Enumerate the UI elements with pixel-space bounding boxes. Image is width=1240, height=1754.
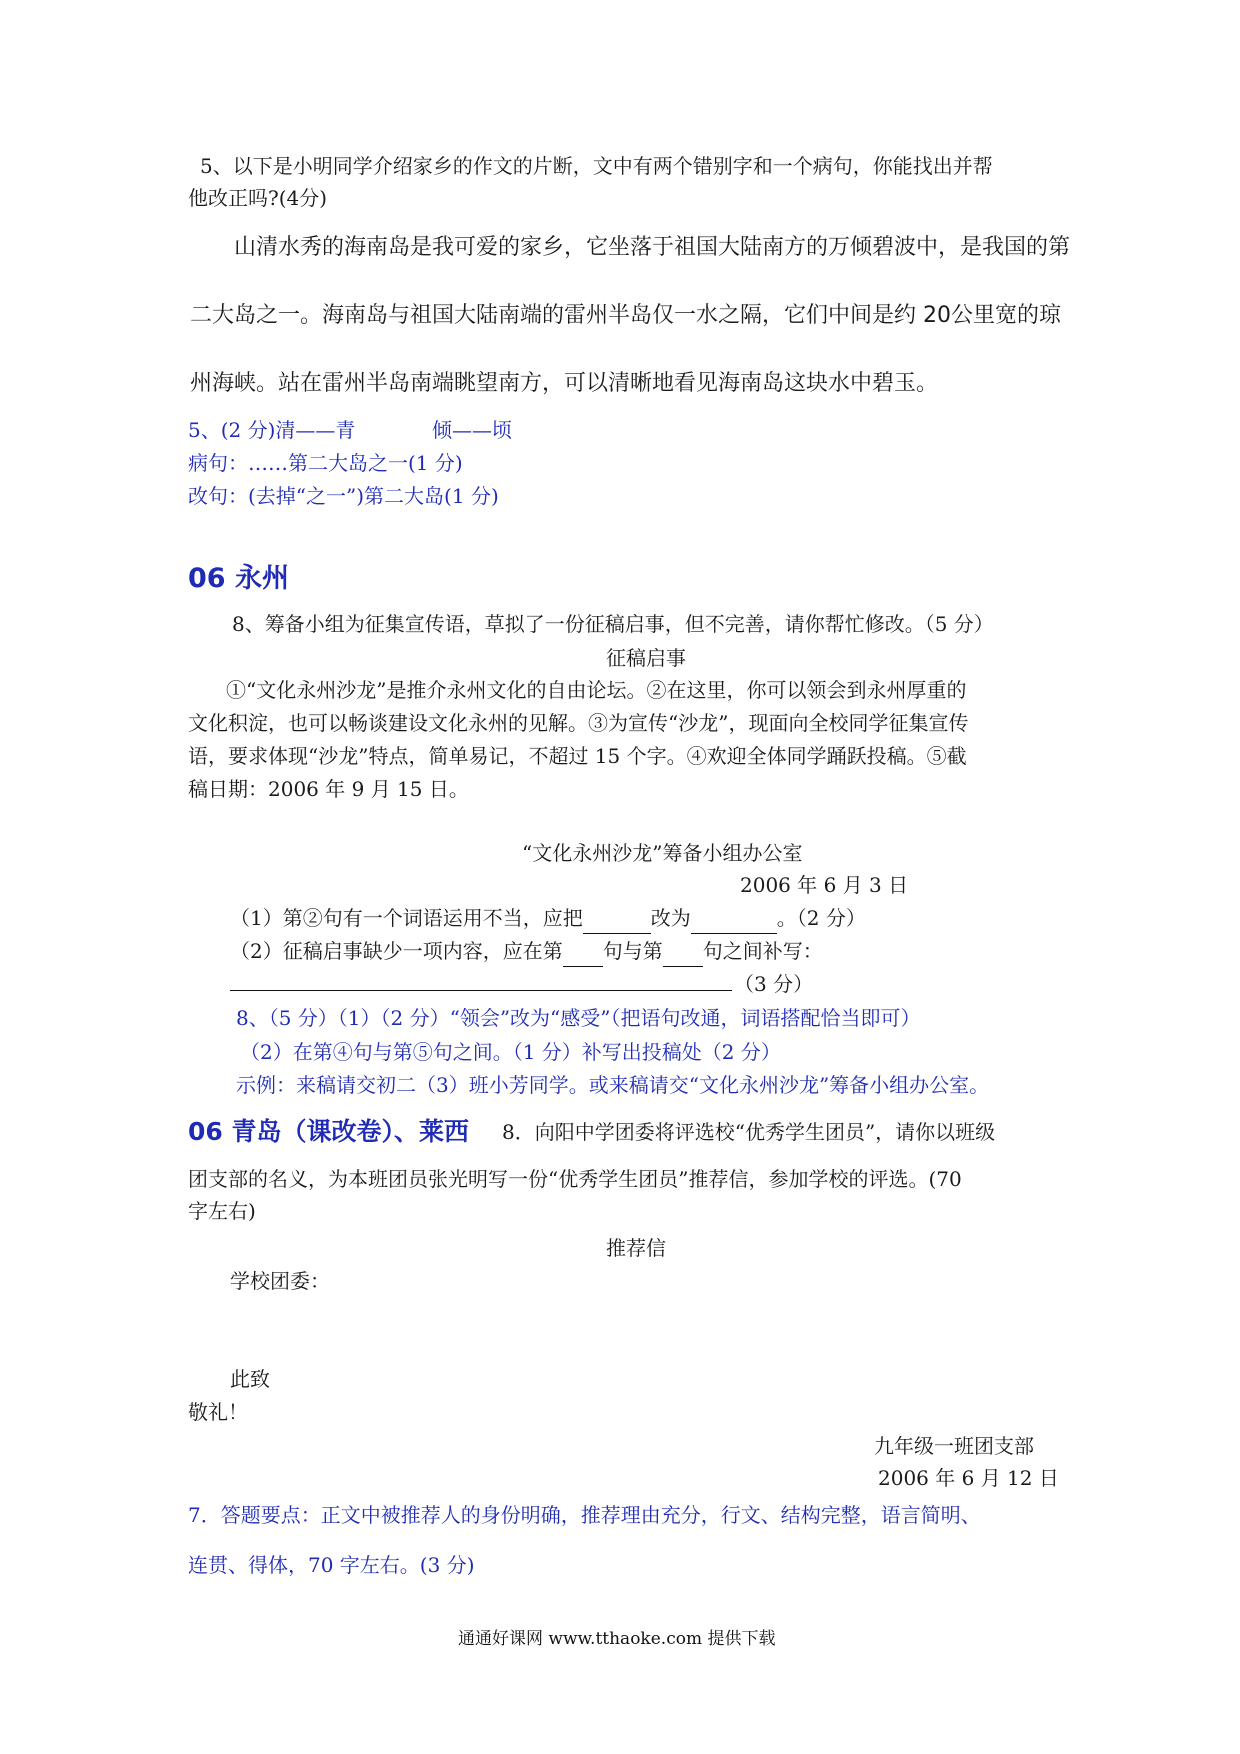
q5-passage-line2: 二大岛之一。海南岛与祖国大陆南端的雷州半岛仅一水之隔，它们中间是约 20公里宽的琼 [190,303,1061,328]
sub2-text-b: 句与第 [602,939,663,963]
blank-line [691,911,777,934]
q5-prompt-line1: 5、以下是小明同学介绍家乡的作文的片断，文中有两个错别字和一个病句，你能找出并帮 [200,154,993,178]
sub1-text-c: 。（2 分） [776,906,866,930]
yongzhou-answer-line3: 示例：来稿请交初二（3）班小芳同学。或来稿请交“文化永州沙龙”筹备小组办公室。 [236,1073,990,1097]
notice-title: 征稿启事 [606,646,686,670]
answer-blank-line [230,990,732,991]
q5-answer-line1: 5、(2 分)清——青 [188,418,356,442]
qingdao-answer-line2: 连贯、得体，70 字左右。(3 分) [188,1553,475,1577]
q5-prompt-line2: 他改正吗?(4分) [188,186,328,210]
notice-signature-org: “文化永州沙龙”筹备小组办公室 [522,841,803,865]
qingdao-q8-line1: 8．向阳中学团委将评选校“优秀学生团员”，请你以班级 [502,1120,996,1144]
notice-line4: 稿日期：2006 年 9 月 15 日。 [188,777,469,801]
section-heading-yongzhou: 06 永州 [188,563,289,594]
q5-answer-line2: 病句：……第二大岛之一(1 分) [188,451,463,475]
notice-line3: 语，要求体现“沙龙”特点，简单易记，不超过 15 个字。④欢迎全体同学踊跃投稿。⑤截 [188,744,967,768]
section-heading-qingdao: 06 青岛（课改卷）、莱西 [188,1117,469,1146]
letter-salutation: 学校团委： [230,1269,330,1293]
yongzhou-sub-question-1 [230,902,866,934]
q5-answer-line3: 改句：(去掉“之一”)第二大岛(1 分) [188,484,499,508]
letter-sign-date: 2006 年 6 月 12 日 [878,1466,1059,1490]
blank-line [563,944,603,967]
letter-closing-2: 敬礼！ [188,1400,248,1424]
page-footer: 通通好课网 www.tthaoke.com 提供下载 [458,1629,776,1649]
notice-line2: 文化积淀，也可以畅谈建设文化永州的见解。③为宣传“沙龙”，现面向全校同学征集宣传 [188,711,969,735]
blank-line [583,911,651,934]
yongzhou-sub-question-2 [230,935,823,967]
qingdao-answer-line1: 7．答题要点：正文中被推荐人的身份明确，推荐理由充分，行文、结构完整，语言简明、 [188,1503,981,1527]
sub2-score: （3 分） [734,972,814,996]
qingdao-q8-line2: 团支部的名义，为本班团员张光明写一份“优秀学生团员”推荐信，参加学校的评选。(70 [188,1167,962,1191]
notice-signature-date: 2006 年 6 月 3 日 [740,873,909,897]
q5-answer-line1b: 倾——顷 [432,418,512,442]
letter-title: 推荐信 [606,1236,666,1260]
sub1-text-b: 改为 [650,906,691,930]
qingdao-q8-line3: 字左右) [188,1199,256,1223]
yongzhou-q8-prompt: 8、筹备小组为征集宣传语，草拟了一份征稿启事，但不完善，请你帮忙修改。（5 分） [232,612,994,636]
letter-closing-1: 此致 [230,1367,270,1391]
notice-line1: ①“文化永州沙龙”是推介永州文化的自由论坛。②在这里，你可以领会到永州厚重的 [226,678,967,702]
q5-passage-line3: 州海峡。站在雷州半岛南端眺望南方，可以清晰地看见海南岛这块水中碧玉。 [190,371,939,396]
sub1-text-a: （1）第②句有一个词语运用不当，应把 [230,906,583,930]
sub2-text-c: 句之间补写： [702,939,823,963]
yongzhou-answer-line2: （2）在第④句与第⑤句之间。（1 分）补写出投稿处（2 分） [240,1040,781,1064]
letter-sign-org: 九年级一班团支部 [874,1434,1034,1458]
blank-line [663,944,703,967]
sub2-text-a: （2）征稿启事缺少一项内容，应在第 [230,939,563,963]
yongzhou-answer-line1: 8、（5 分）（1）（2 分）“领会”改为“感受”（把语句改通，词语搭配恰当即可） [236,1006,921,1030]
q5-passage-line1: 山清水秀的海南岛是我可爱的家乡，它坐落于祖国大陆南方的万倾碧波中，是我国的第 [234,235,1071,260]
